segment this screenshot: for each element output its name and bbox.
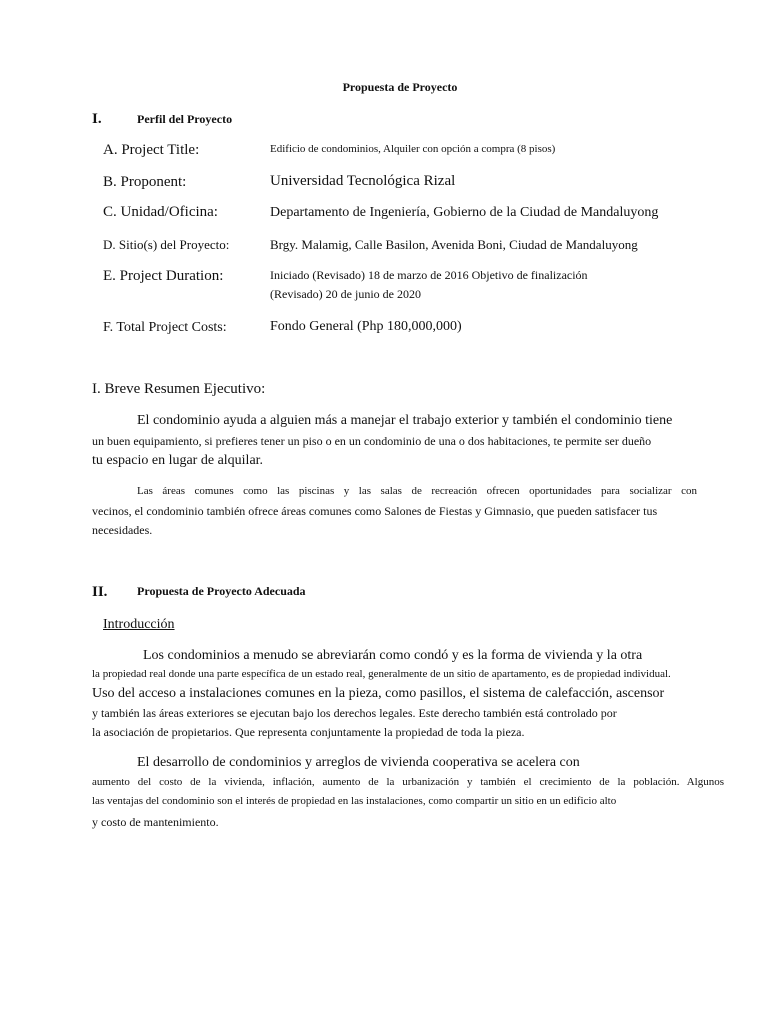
intro-p2-line: y costo de mantenimiento. <box>92 815 219 829</box>
section-2-heading: Propuesta de Proyecto Adecuada <box>137 584 306 598</box>
field-label-proponent: B. Proponent: <box>103 174 187 190</box>
field-value-office: Departamento de Ingeniería, Gobierno de la Ciudad de Mandaluyong <box>270 205 659 220</box>
introduction-heading: Introducción <box>103 617 175 632</box>
field-label-site: D. Sitio(s) del Proyecto: <box>103 237 230 252</box>
field-value-duration-line2: (Revisado) 20 de junio de 2020 <box>270 287 421 301</box>
document-title: Propuesta de Proyecto <box>342 80 458 94</box>
summary-p2-line: Las áreas comunes como las piscinas y las salas de recreación ofrecen oportunidades para socializar con <box>137 485 697 497</box>
intro-p1-line: y también las áreas exteriores se ejecutan bajo los derechos legales. Este derecho también está controlado por <box>92 706 617 720</box>
intro-p1-line: Los condominios a menudo se abreviarán como condó y es la forma de vivienda y la otra <box>143 648 643 663</box>
field-label-project-title: A. Project Title: <box>103 142 200 158</box>
field-value-proponent: Universidad Tecnológica Rizal <box>270 173 456 189</box>
field-value-project-title: Edificio de condominios, Alquiler con opción a compra (8 pisos) <box>270 143 556 155</box>
field-value-total-costs: Fondo General (Php 180,000,000) <box>270 319 462 334</box>
summary-p1-line: tu espacio en lugar de alquilar. <box>92 453 264 468</box>
summary-heading: I. Breve Resumen Ejecutivo: <box>92 381 266 397</box>
intro-p1-line: la propiedad real donde una parte específica de un estado real, generalmente de un sitio de apartamento, es de propiedad individual. <box>92 668 671 680</box>
field-label-total-costs: F. Total Project Costs: <box>103 320 227 335</box>
summary-p1-line: El condominio ayuda a alguien más a manejar el trabajo exterior y también el condominio tiene <box>137 413 673 428</box>
section-2-numeral: II. <box>92 584 108 600</box>
summary-p2-line: necesidades. <box>92 523 153 537</box>
intro-p1-line: la asociación de propietarios. Que representa conjuntamente la propiedad de toda la pieza. <box>92 725 525 739</box>
field-value-duration-line1: Iniciado (Revisado) 18 de marzo de 2016 Objetivo de finalización <box>270 268 588 282</box>
intro-p2-line: las ventajas del condominio son el interés de propiedad en las instalaciones, como compartir un sitio en un edificio alto <box>92 795 617 807</box>
summary-p1-line: un buen equipamiento, si prefieres tener un piso o en un condominio de una o dos habitaciones, te permite ser dueño <box>92 434 652 448</box>
field-value-site: Brgy. Malamig, Calle Basilon, Avenida Boni, Ciudad de Mandaluyong <box>270 237 638 252</box>
field-label-duration: E. Project Duration: <box>103 268 224 284</box>
section-1-heading: Perfil del Proyecto <box>137 112 233 126</box>
intro-p2-line: aumento del costo de la vivienda, inflación, aumento de la urbanización y también el crecimiento de la población. Algunos <box>92 776 724 788</box>
intro-p2-line: El desarrollo de condominios y arreglos de vivienda cooperativa se acelera con <box>137 755 580 770</box>
summary-p2-line: vecinos, el condominio también ofrece áreas comunes como Salones de Fiestas y Gimnasio, que pueden satisfacer tus <box>92 504 658 518</box>
intro-p1-line: Uso del acceso a instalaciones comunes en la pieza, como pasillos, el sistema de calefacción, ascensor <box>92 686 665 701</box>
field-label-office: C. Unidad/Oficina: <box>103 204 218 220</box>
section-1-numeral: I. <box>92 111 102 127</box>
